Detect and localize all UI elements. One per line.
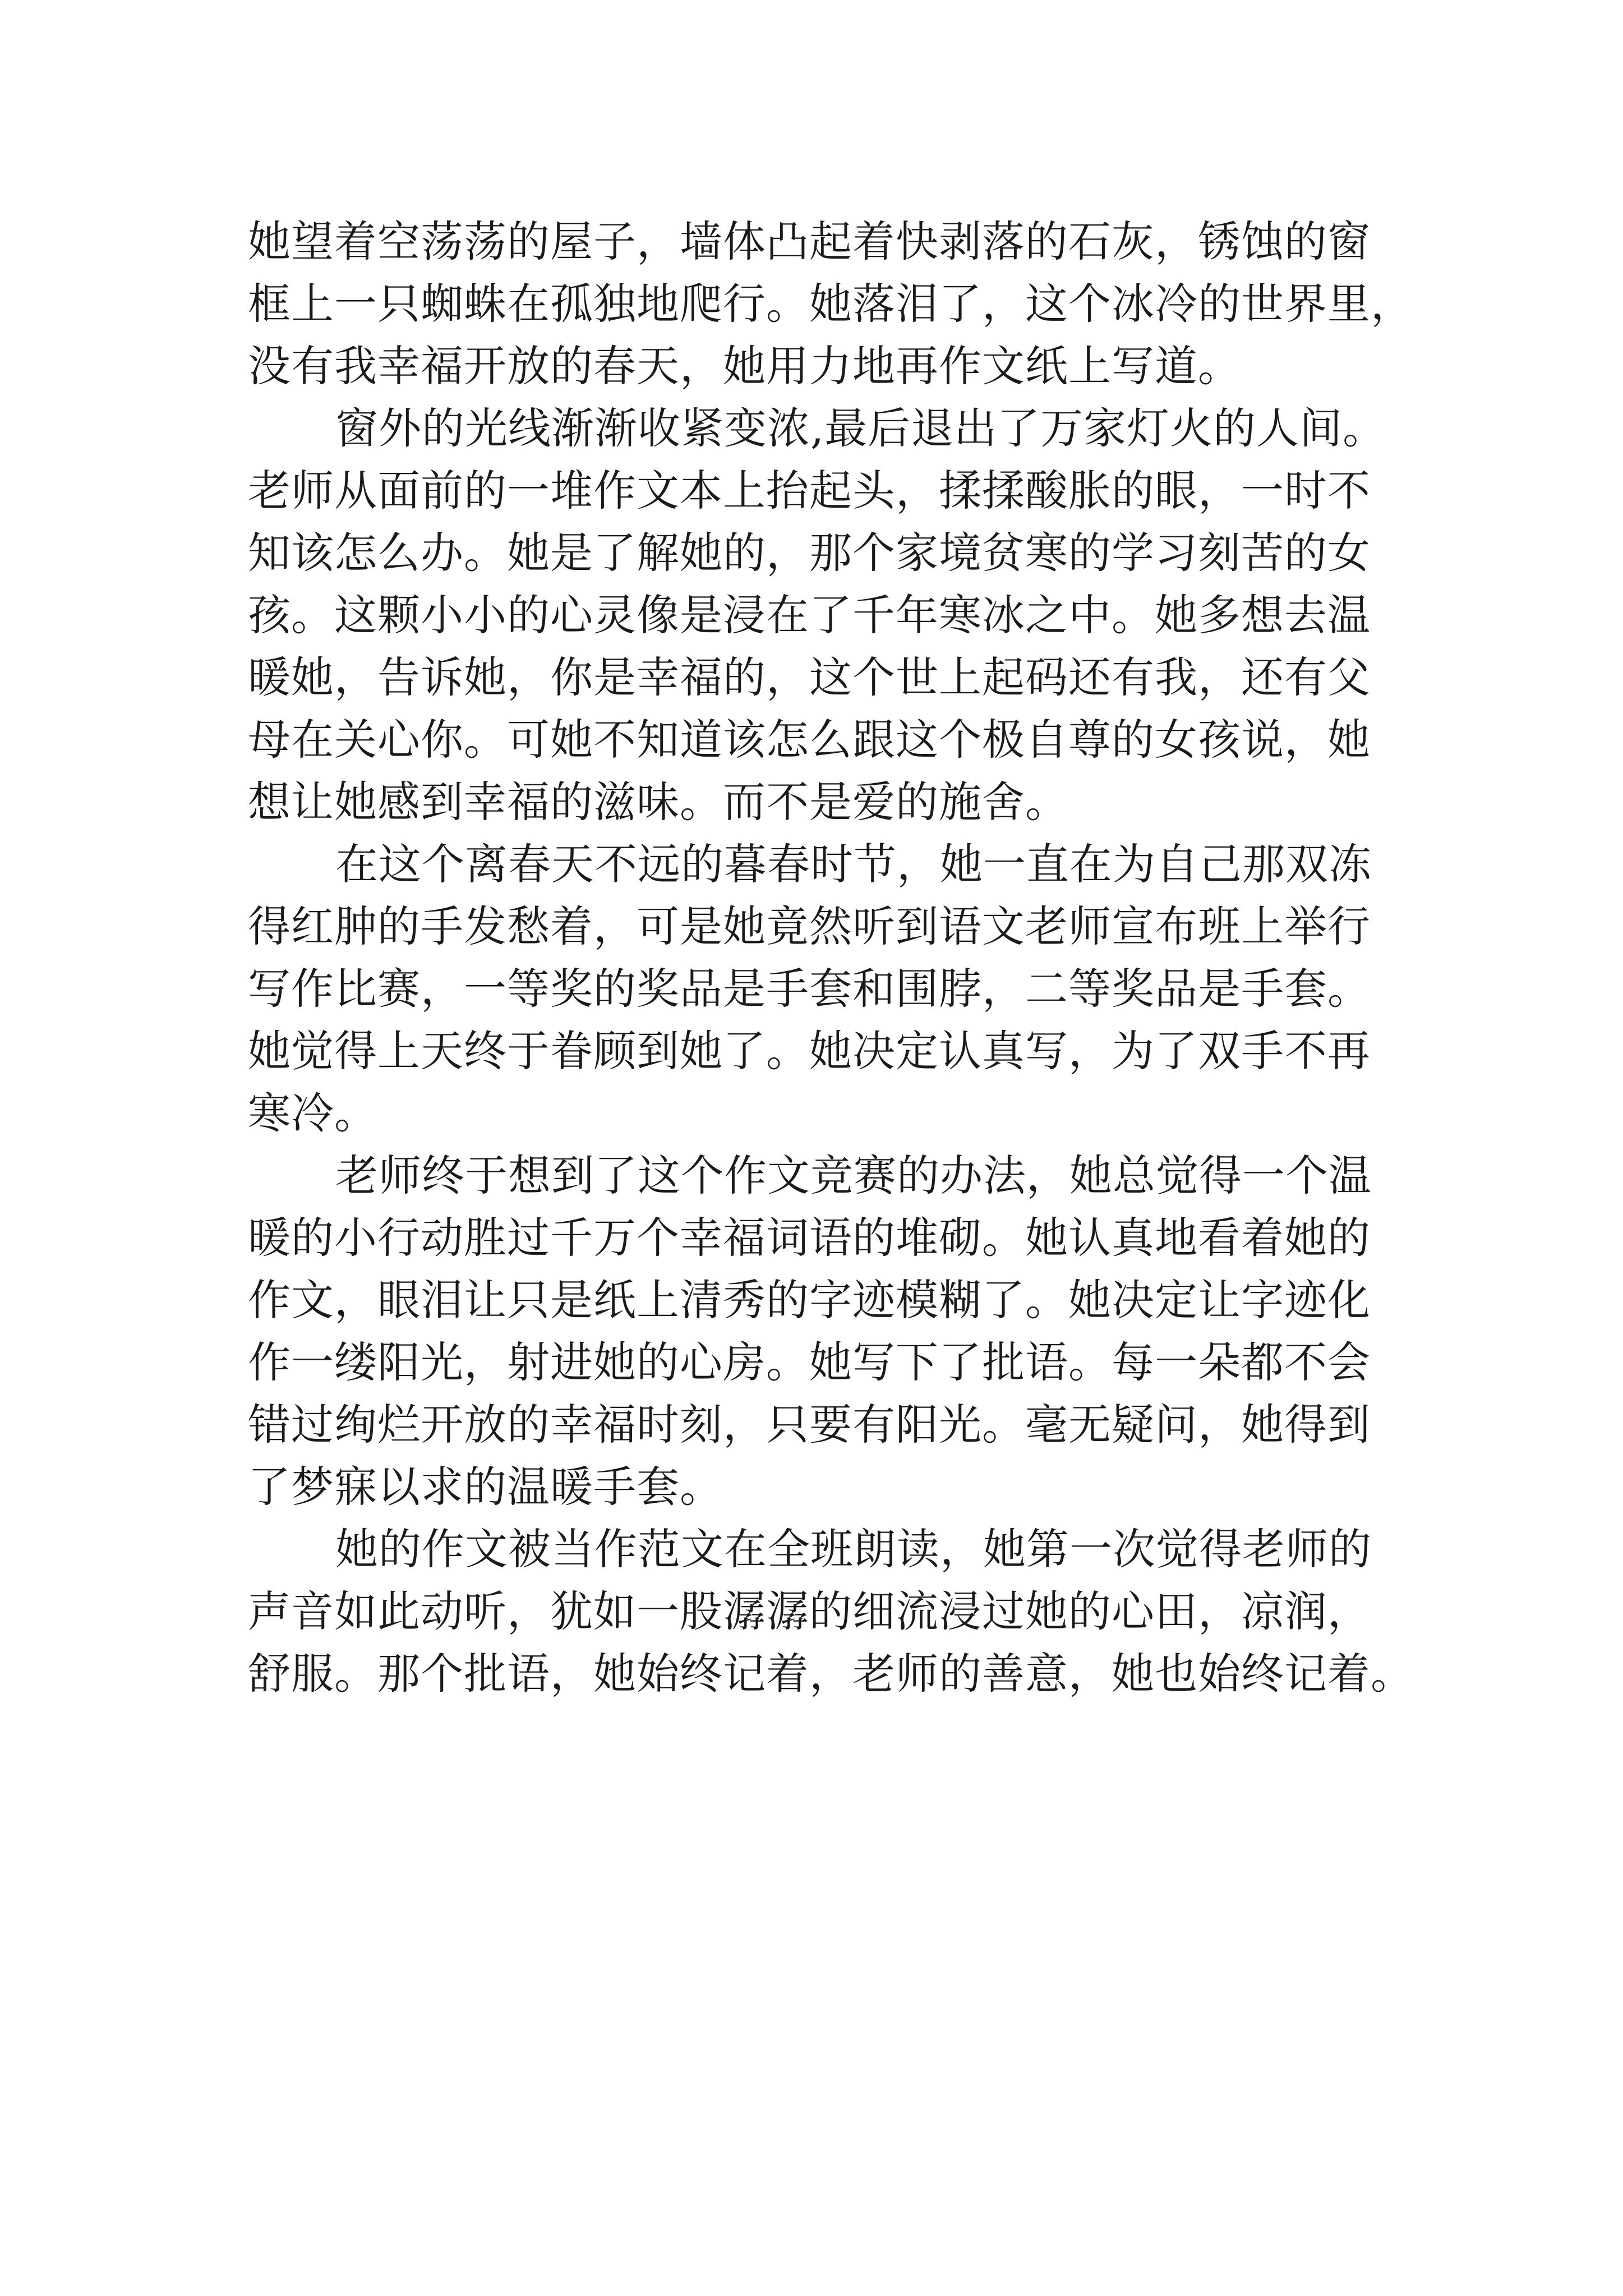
- text-line: 寒冷。: [248, 1088, 377, 1138]
- document-body: [248, 210, 1414, 1705]
- text-line: 在这个离春天不远的暮春时节，她一直在为自己那双冻: [335, 839, 1372, 889]
- text-line: 暖她，告诉她，你是幸福的，这个世上起码还有我，还有父: [248, 652, 1371, 702]
- text-line: 知该怎么办。她是了解她的，那个家境贫寒的学习刻苦的女: [248, 528, 1371, 578]
- text-line: 她的作文被当作范文在全班朗读，她第一次觉得老师的: [335, 1524, 1372, 1574]
- paragraph-2: [248, 397, 1386, 833]
- text-line: 想让她感到幸福的滋味。而不是爱的施舍。: [248, 777, 1068, 827]
- text-line: 暖的小行动胜过千万个幸福词语的堆砌。她认真地看着她的: [248, 1213, 1371, 1263]
- text-line: 写作比赛，一等奖的奖品是手套和围脖，二等奖品是手套。: [248, 964, 1371, 1014]
- text-line: 老师从面前的一堆作文本上抬起头，揉揉酸胀的眼，一时不: [248, 466, 1371, 516]
- text-line: 孩。这颗小小的心灵像是浸在了千年寒冰之中。她多想去温: [248, 590, 1371, 640]
- text-line: 得红肿的手发愁着，可是她竟然听到语文老师宣布班上举行: [248, 901, 1371, 951]
- text-line: 没有我幸福开放的春天，她用力地再作文纸上写道。: [248, 341, 1241, 391]
- text-line: 框上一只蜘蛛在孤独地爬行。她落泪了，这个冰冷的世界里，: [248, 279, 1414, 329]
- paragraph-4: [248, 1144, 1380, 1518]
- paragraph-1: [248, 210, 1414, 397]
- text-line: 声音如此动听，犹如一股潺潺的细流浸过她的心田，凉润，: [248, 1586, 1371, 1636]
- text-line: 舒服。那个批语，她始终记着，老师的善意，她也始终记着。: [248, 1649, 1414, 1699]
- text-line: 她觉得上天终于眷顾到她了。她决定认真写，为了双手不再: [248, 1026, 1371, 1076]
- paragraph-3: [248, 833, 1380, 1144]
- text-line: 了梦寐以求的温暖手套。: [248, 1462, 723, 1512]
- text-line: 她望着空荡荡的屋子，墙体凸起着快剥落的石灰，锈蚀的窗: [248, 217, 1371, 266]
- text-line: 作文，眼泪让只是纸上清秀的字迹模糊了。她决定让字迹化: [248, 1275, 1371, 1325]
- text-line: 错过绚烂开放的幸福时刻，只要有阳光。毫无疑问，她得到: [248, 1400, 1371, 1450]
- paragraph-5: [248, 1518, 1414, 1705]
- text-line: 母在关心你。可她不知道该怎么跟这个极自尊的女孩说，她: [248, 715, 1371, 765]
- text-line: 窗外的光线渐渐收紧变浓,最后退出了万家灯火的人间。: [335, 403, 1386, 453]
- text-line: 作一缕阳光，射进她的心房。她写下了批语。每一朵都不会: [248, 1337, 1371, 1387]
- text-line: 老师终于想到了这个作文竞赛的办法，她总觉得一个温: [335, 1151, 1372, 1200]
